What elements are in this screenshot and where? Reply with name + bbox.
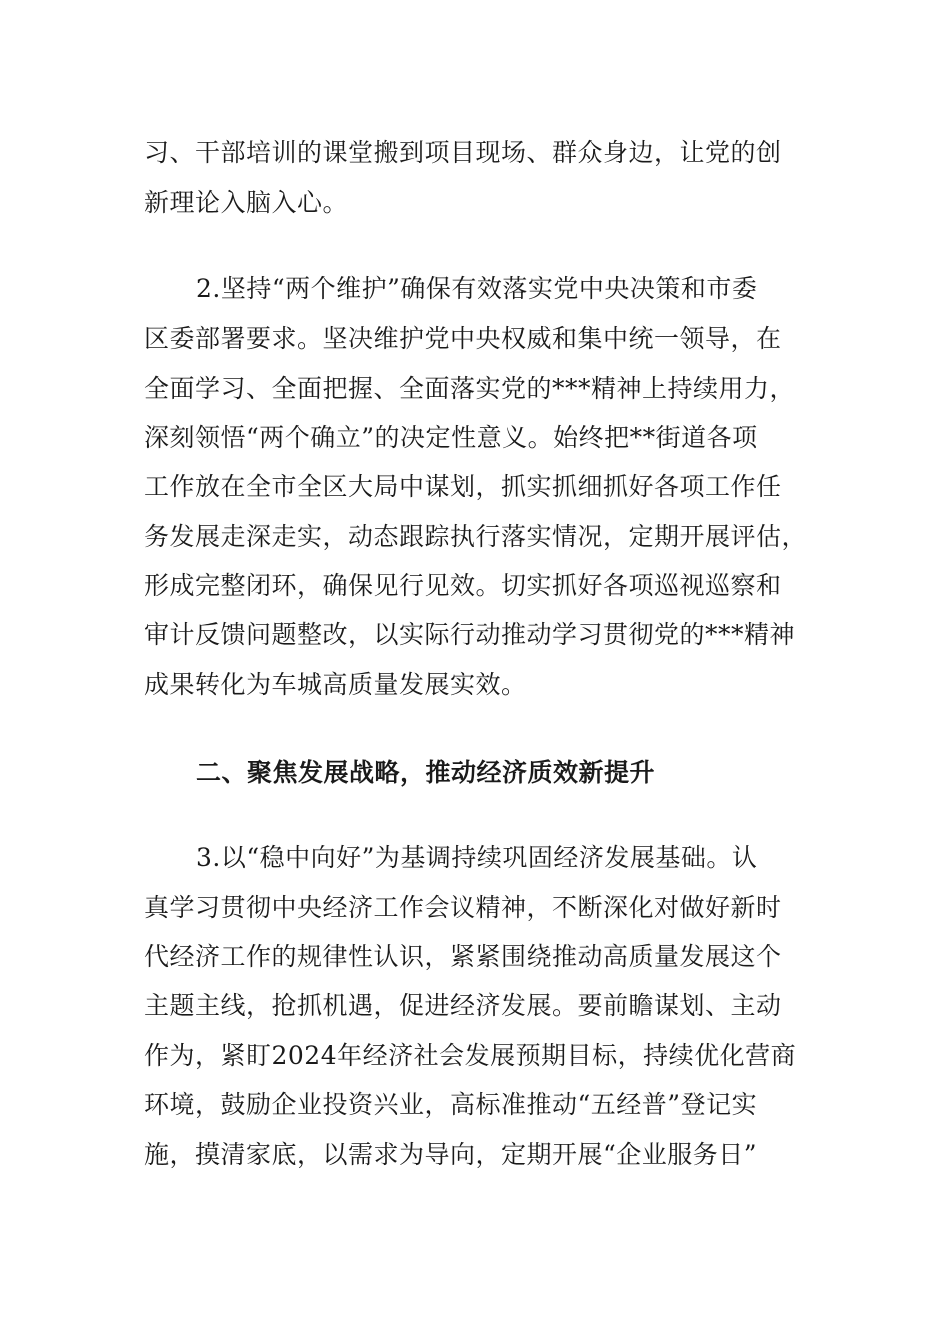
paragraph-2-line-2: 区委部署要求。坚决维护党中央权威和集中统一领导，在 — [144, 324, 782, 353]
paragraph-1-line-2: 新理论入脑入心。 — [144, 188, 349, 217]
paragraph-3-line-5: 作为，紧盯2024年经济社会发展预期目标，持续优化营商 — [144, 1041, 797, 1070]
paragraph-2-line-3: 全面学习、全面把握、全面落实党的***精神上持续用力， — [144, 374, 796, 403]
paragraph-2-line-8: 审计反馈问题整改，以实际行动推动学习贯彻党的***精神 — [144, 620, 796, 649]
section-heading-2: 二、聚焦发展战略，推动经济质效新提升 — [196, 758, 656, 787]
paragraph-3-line-3: 代经济工作的规律性认识，紧紧围绕推动高质量发展这个 — [144, 942, 782, 971]
paragraph-3-line-7: 施，摸清家底，以需求为导向，定期开展“企业服务日” — [144, 1140, 758, 1169]
paragraph-2-line-6: 务发展走深走实，动态跟踪执行落实情况，定期开展评估， — [144, 522, 808, 551]
paragraph-3-line-6: 环境，鼓励企业投资兴业，高标准推动“五经普”登记实 — [144, 1090, 758, 1119]
paragraph-2-line-4: 深刻领悟“两个确立”的决定性意义。始终把**街道各项 — [144, 423, 758, 452]
paragraph-2-line-9: 成果转化为车城高质量发展实效。 — [144, 670, 527, 699]
paragraph-3-line-1: 3.以“稳中向好”为基调持续巩固经济发展基础。认 — [196, 843, 758, 872]
paragraph-1-line-1: 习、干部培训的课堂搬到项目现场、群众身边，让党的创 — [144, 138, 782, 167]
paragraph-3-line-4: 主题主线，抢抓机遇，促进经济发展。要前瞻谋划、主动 — [144, 991, 782, 1020]
paragraph-2-line-1: 2.坚持“两个维护”确保有效落实党中央决策和市委 — [196, 274, 758, 303]
paragraph-3-line-2: 真学习贯彻中央经济工作会议精神，不断深化对做好新时 — [144, 893, 782, 922]
paragraph-2-line-5: 工作放在全市全区大局中谋划，抓实抓细抓好各项工作任 — [144, 472, 782, 501]
paragraph-2-line-7: 形成完整闭环，确保见行见效。切实抓好各项巡视巡察和 — [144, 571, 782, 600]
